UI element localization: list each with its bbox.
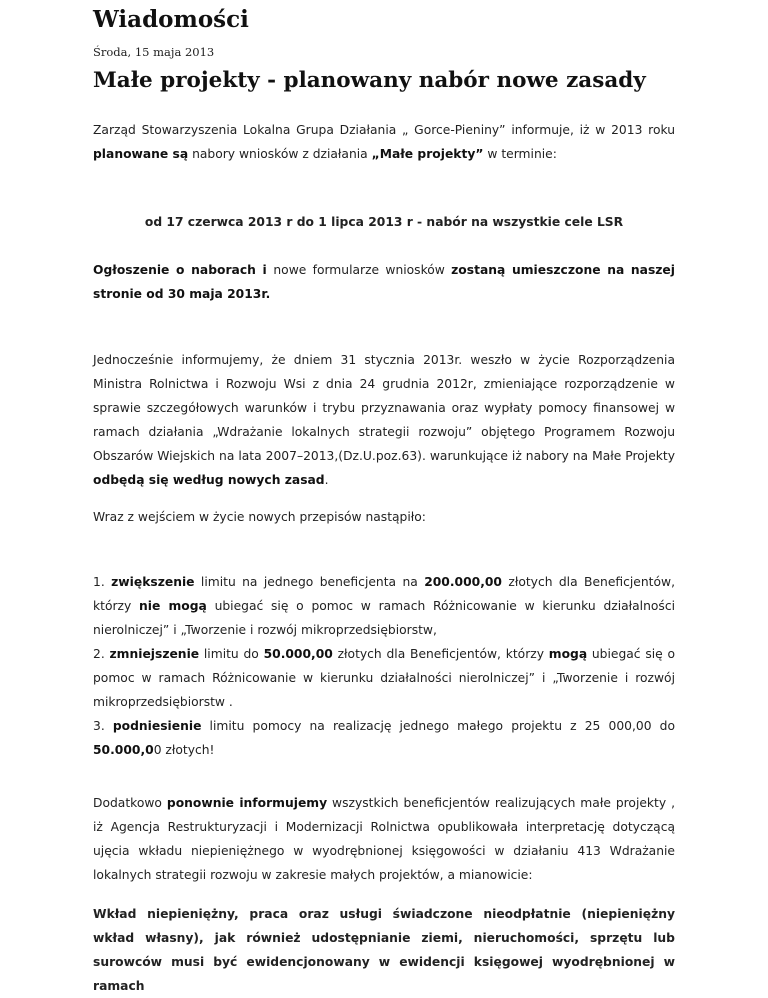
changes-intro: Wraz z wejściem w życie nowych przepisów nastąpiło: — [93, 510, 426, 524]
regulation-paragraph: Jednocześnie informujemy, że dniem 31 stycznia 2013r. weszło w życie Rozporządzenia Ministra Rolnictwa i Rozwoju Wsi z dnia 24 grudnia 2012r, zmieniające rozporządzenie w sprawie szczegółowych warunków i trybu przyznawania oraz wypłaty pomocy finansowej w ramach działania „Wdrażanie lokalnych strategii rozwoju” objętego Programem Rozwoju Obszarów Wiejskich na lata 2007–2013,(Dz.U.poz.63). warunkujące iż nabory na Małe Projekty odbędą się według nowych zasad. — [93, 353, 675, 487]
site-title: Wiadomości — [93, 6, 249, 33]
intro-paragraph: Zarząd Stowarzyszenia Lokalna Grupa Działania „ Gorce-Pieniny” informuje, iż w 2013 roku planowane są nabory wniosków z działania „Małe projekty” w terminie: — [93, 123, 675, 161]
post-title: Małe projekty - planowany nabór nowe zasady — [93, 68, 646, 93]
recruitment-dates: od 17 czerwca 2013 r do 1 lipca 2013 r - nabór na wszystkie cele LSR — [144, 215, 624, 229]
in-kind-contribution-paragraph: Wkład niepieniężny, praca oraz usługi świadczone nieodpłatnie (niepieniężny wkład własny), jak również udostępnianie ziemi, nieruchomości, sprzętu lub surowców musi być ewidencjonowany w ewidencji księgowej wyodrębnionej w ramach — [93, 907, 675, 993]
list-item: 2. zmniejszenie limitu do 50.000,00 złotych dla Beneficjentów, którzy mogą ubiegać się o pomoc w ramach Różnicowanie w kierunku działalności nierolniczej” i „Tworzenie i rozwój mikroprzedsiębiorstw . — [93, 647, 676, 709]
announcement-paragraph: Ogłoszenie o naborach i nowe formularze wniosków zostaną umieszczone na naszej stronie od 30 maja 2013r. — [93, 263, 675, 301]
changes-list — [93, 570, 675, 762]
list-item: 1. zwiększenie limitu na jednego beneficjenta na 200.000,00 złotych dla Beneficjentów, którzy nie mogą ubiegać się o pomoc w ramach Różnicowanie w kierunku działalności nierolniczej” i „Tworzenie i rozwój mikroprzedsiębiorstw, — [93, 575, 676, 637]
post-date: Środa, 15 maja 2013 — [93, 45, 215, 59]
contribution-paragraph: Dodatkowo ponownie informujemy wszystkich beneficjentów realizujących małe projekty , iż Agencja Restrukturyzacji i Modernizacji Rolnictwa opublikowała interpretację dotyczącą ujęcia wkładu niepieniężnego w wyodrębnionej księgowości w działaniu 413 Wdrażanie lokalnych strategii rozwoju w zakresie małych projektów, a mianowicie: — [93, 796, 675, 882]
list-item: 3. podniesienie limitu pomocy na realizację jednego małego projektu z 25 000,00 do 50.000,00 złotych! — [93, 719, 675, 757]
